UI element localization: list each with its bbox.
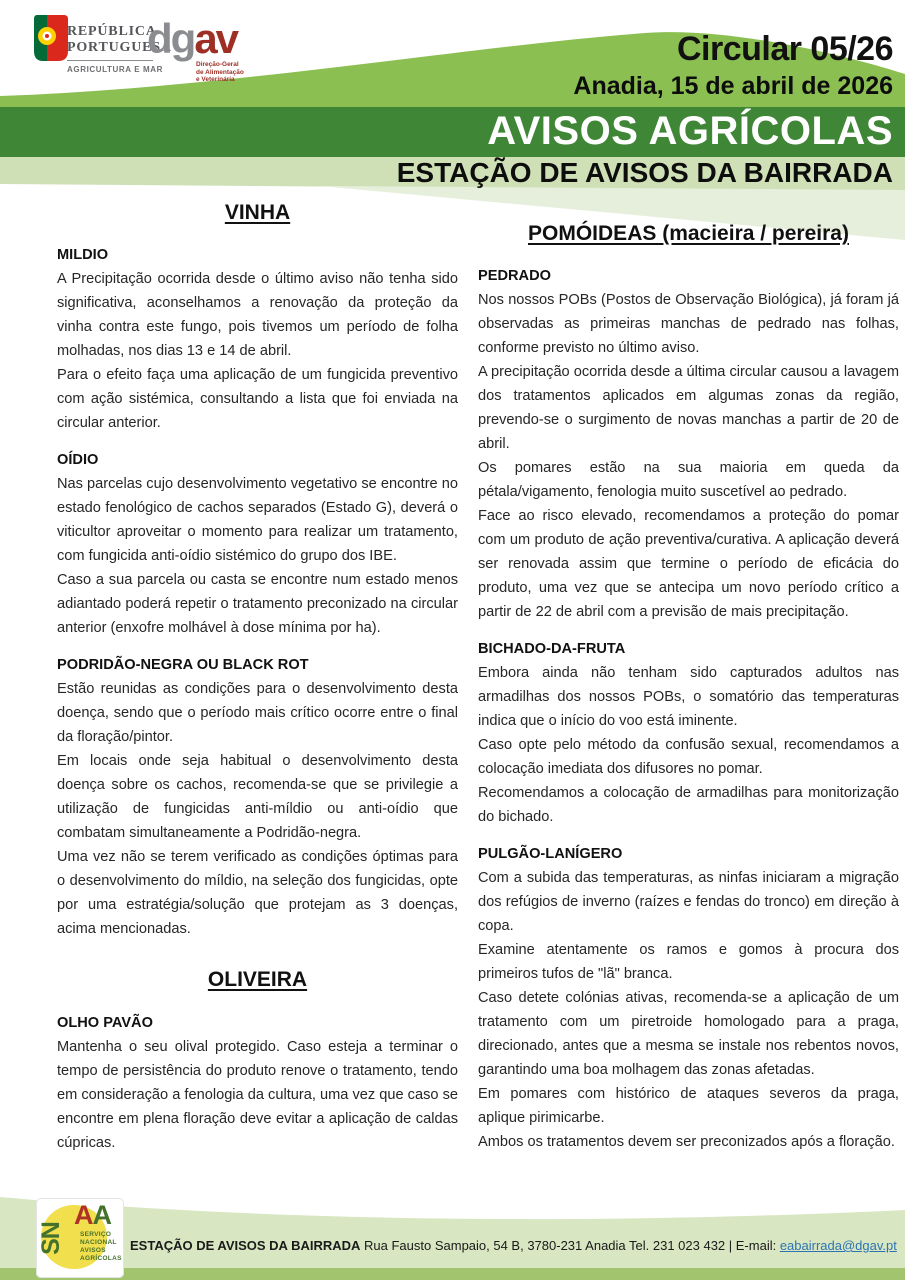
section-bichado-da-fruta: [478, 637, 899, 829]
snaa-text-line3: AVISOS: [80, 1247, 106, 1254]
dgav-logo: [147, 15, 238, 62]
dgav-logo-av: av: [194, 15, 238, 62]
paragraph: Uma vez não se terem verificado as condições óptimas para o desenvolvimento do míldio, na seleção dos fungicidas, opte por uma estratégia/solução que protejam as 3 doenças, acima mencionadas.: [57, 849, 458, 937]
section-podridao-negra: [57, 653, 458, 941]
paragraph: Recomendamos a colocação de armadilhas para monitorização do bichado.: [478, 785, 899, 825]
paragraph: Embora ainda não tenham sido capturados adultos nas armadilhas dos nossos POBs, o somatório das temperaturas indica que o início do voo está iminente.: [478, 665, 899, 729]
crop-title-pomoideas: POMÓIDEAS (macieira / pereira): [528, 222, 849, 245]
dgav-sub-line2: de Alimentação: [196, 68, 244, 76]
right-column: [478, 221, 899, 1154]
snaa-logo-text: [80, 1231, 122, 1263]
paragraph: Face ao risco elevado, recomendamos a proteção do pomar com um produto de ação preventiva/curativa. A aplicação deverá ser renovada assim que termine o período de eficácia do produto, uma vez que se antecipa um novo período crítico a partir de 22 de abril com a previsão de mais precipitação.: [478, 508, 899, 620]
station-title: ESTAÇÃO DE AVISOS DA BAIRRADA: [396, 157, 893, 188]
paragraph: Nas parcelas cujo desenvolvimento vegetativo se encontre no estado fenológico de cachos separados (Estado G), deverá o viticultor aproveitar o momento para realizar um tratamento, com fungicida anti-oídio sistémico do grupo dos IBE.: [57, 476, 458, 564]
paragraph: Estão reunidas as condições para o desenvolvimento desta doença, sendo que o período mais crítico ocorre entre o final da floração/pintor.: [57, 681, 458, 745]
left-column: [57, 200, 458, 1155]
footer-contact-line: [130, 1238, 902, 1253]
gov-logo-line2: PORTUGUESA: [67, 40, 172, 55]
section-pedrado: [478, 264, 899, 624]
snaa-logo-aa: [74, 1200, 111, 1231]
gov-logo-subtitle: AGRICULTURA E MAR: [67, 65, 163, 74]
snaa-text-line1: SERVIÇO: [80, 1231, 112, 1238]
section-heading: PEDRADO: [478, 268, 551, 284]
paragraph: Em pomares com histórico de ataques severos da praga, aplique pirimicarbe.: [478, 1086, 899, 1126]
paragraph: Examine atentamente os ramos e gomos à procura dos primeiros tufos de "lã" branca.: [478, 942, 899, 982]
paragraph: Caso opte pelo método da confusão sexual, recomendamos a colocação imediata dos difusores no pomar.: [478, 737, 899, 777]
footer-address: Rua Fausto Sampaio, 54 B, 3780-231 Anadia Tel. 231 023 432 | E-mail:: [360, 1238, 780, 1253]
snaa-text-line2: NACIONAL: [80, 1239, 117, 1246]
paragraph: Com a subida das temperaturas, as ninfas iniciaram a migração dos refúgios de inverno (raízes e fendas do tronco) em direção à copa.: [478, 870, 899, 934]
gov-logo-divider: [67, 60, 153, 61]
dgav-logo-subtitle: [196, 61, 244, 84]
circular-number: Circular 05/26: [676, 30, 893, 68]
section-pulgao-lanigero: [478, 842, 899, 1154]
dgav-logo-dg: dg: [147, 15, 195, 62]
snaa-a1: A: [74, 1200, 93, 1230]
paragraph: Caso detete colónias ativas, recomenda-se a aplicação de um tratamento com um piretroide homologado para a praga, direcionado, antes que a mesma se instale nos rebentos novos, garantindo uma boa molhagem das zonas afetadas.: [478, 990, 899, 1078]
section-heading: MILDIO: [57, 247, 109, 263]
place-date-line: Anadia, 15 de abril de 2026: [573, 72, 893, 100]
paragraph: A precipitação ocorrida desde a última circular causou a lavagem dos tratamentos aplicados em algumas zonas da região, prevendo-se o surgimento de novas manchas a partir de 20 de abril.: [478, 364, 900, 452]
snaa-logo-sn: SN: [36, 1222, 65, 1255]
paragraph: A Precipitação ocorrida desde o último aviso não tenha sido significativa, aconselhamos a renovação da proteção da vinha contra este fungo, pois tivemos um período de folha molhadas, nos dias 13 e 14 de abril.: [57, 271, 458, 359]
snaa-logo: [36, 1198, 124, 1278]
section-heading: OÍDIO: [57, 452, 99, 468]
section-oidio: [57, 448, 458, 640]
section-heading: OLHO PAVÃO: [57, 1015, 153, 1031]
paragraph: Em locais onde seja habitual o desenvolvimento desta doença sobre os cachos, recomenda-se que se privilegie a utilização de fungicidas anti-míldio ou anti-oídio que combatam simultaneamente a Podridão-negra.: [57, 753, 458, 841]
dgav-sub-line1: Direção-Geral: [196, 61, 239, 68]
dgav-sub-line3: e Veterinária: [196, 76, 235, 83]
crop-title-oliveira: OLIVEIRA: [207, 968, 308, 991]
snaa-text-line4: AGRÍCOLAS: [80, 1255, 122, 1262]
section-heading: PULGÃO-LANÍGERO: [478, 846, 623, 862]
crop-title-vinha: VINHA: [224, 201, 291, 224]
footer-swoosh-graphic: [0, 1188, 905, 1280]
paragraph: Os pomares estão na sua maioria em queda da pétala/vigamento, fenologia muito suscetível ao pedrado.: [478, 460, 899, 500]
section-heading: PODRIDÃO-NEGRA OU BLACK ROT: [57, 657, 309, 673]
footer-org-name: ESTAÇÃO DE AVISOS DA BAIRRADA: [130, 1238, 361, 1253]
section-heading: BICHADO-DA-FRUTA: [478, 641, 626, 657]
section-olho-pavao: [57, 1011, 458, 1155]
gov-logo-line1: REPÚBLICA: [67, 24, 157, 39]
paragraph: Para o efeito faça uma aplicação de um fungicida preventivo com ação sistémica, consultando a lista que foi enviada na circular anterior.: [57, 367, 458, 431]
portugal-flag-icon: [34, 15, 68, 66]
snaa-a2: A: [92, 1200, 111, 1230]
paragraph: Caso a sua parcela ou casta se encontre num estado menos adiantado poderá repetir o tratamento preconizado na circular anterior (enxofre molhável à dose mínima por ha).: [57, 572, 458, 636]
paragraph: Mantenha o seu olival protegido. Caso esteja a terminar o tempo de persistência do produto renove o tratamento, tendo em consideração a fenologia da cultura, uma vez que caso se encontre em plena floração deve evitar a aplicação de caldas cúpricas.: [57, 1039, 458, 1151]
footer-email-link[interactable]: eabairrada@dgav.pt: [779, 1238, 897, 1253]
paragraph: Ambos os tratamentos devem ser preconizados após a floração.: [478, 1134, 895, 1150]
banner-title: AVISOS AGRÍCOLAS: [487, 109, 893, 153]
paragraph: Nos nossos POBs (Postos de Observação Biológica), já foram já observadas as primeiras manchas de pedrado nas folhas, conforme previsto no último aviso.: [478, 292, 899, 356]
section-mildio: [57, 243, 458, 435]
